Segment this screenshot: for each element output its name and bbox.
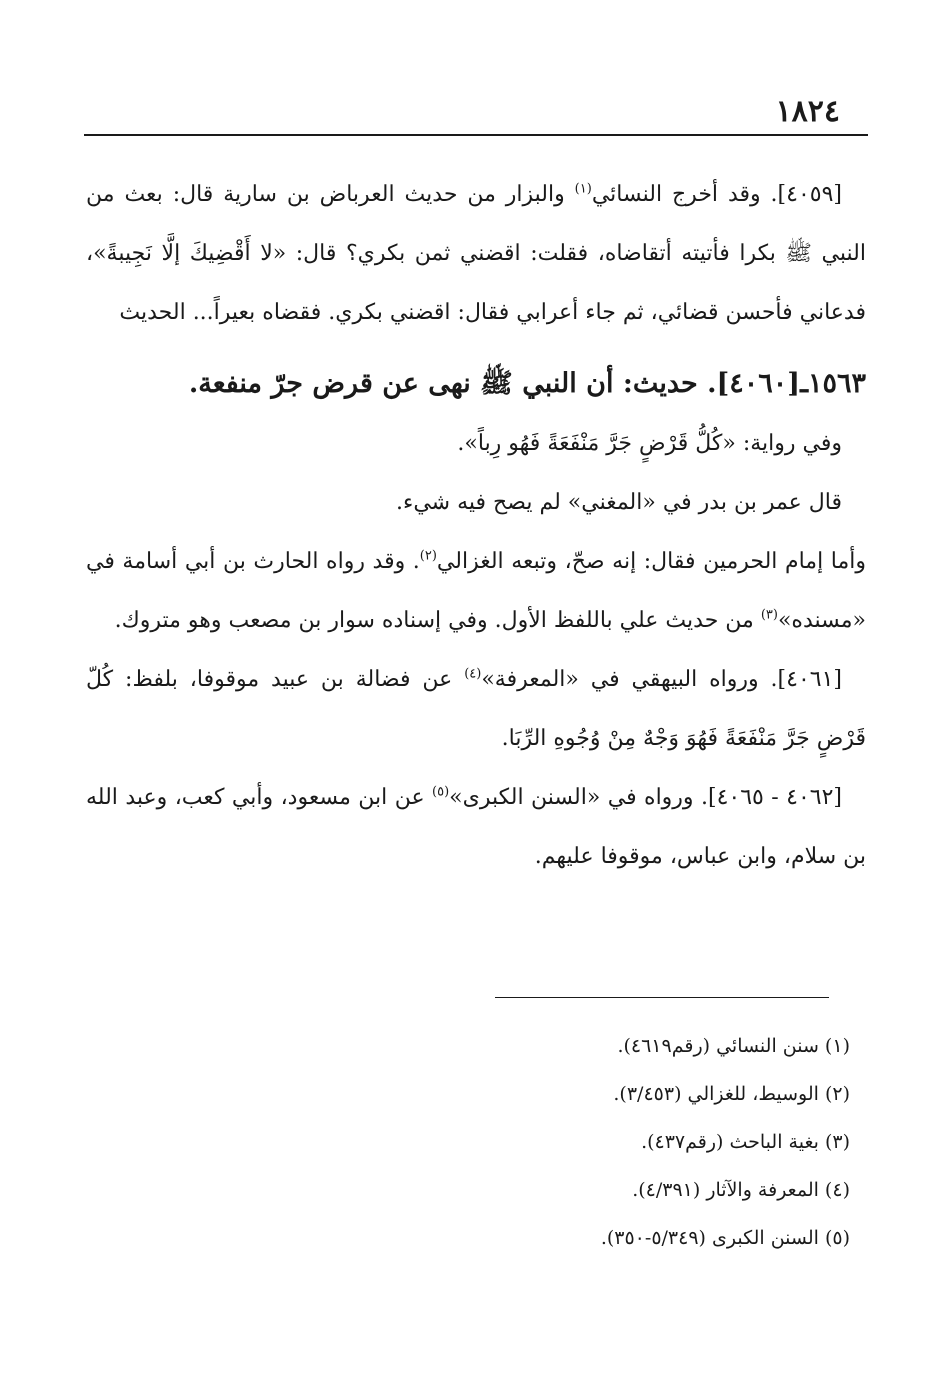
hadith-heading-1563: ١٥٦٣ـ[٤٠٦٠]. حديث: أن النبي ﷺ نهى عن قرض جرّ منفعة. [188, 368, 866, 399]
page-number: ١٨٢٤ [775, 94, 840, 129]
footnote-2: (٢) الوسيط، للغزالي (٣/٤٥٣). [613, 1083, 850, 1105]
paragraph-riwaya: وفي رواية: «كُلُّ قَرْضٍ جَرَّ مَنْفَعَةً فَهُو رِباً». [457, 431, 842, 456]
footnote-separator [495, 997, 829, 998]
footnote-ref-5: (٥) [432, 784, 450, 800]
footnote-ref-1: (١) [574, 181, 592, 197]
text-4062-cont: عن ابن مسعود، وأبي كعب، وعبد الله بن سلام، وابن عباس، موقوفا عليهم. [86, 785, 866, 869]
text-imam-end: من حديث علي باللفظ الأول. وفي إسناده سوار بن مصعب وهو متروك. [114, 608, 761, 633]
footnote-5: (٥) السنن الكبرى (٥/٣٤٩-٣٥٠). [600, 1227, 850, 1249]
paragraph-4062 [86, 768, 866, 886]
footnote-3: (٣) بغية الباحث (رقم٤٣٧). [641, 1131, 850, 1153]
paragraph-4059 [86, 165, 866, 342]
paragraph-umar: قال عمر بن بدر في «المغني» لم يصح فيه شيء. [396, 490, 842, 515]
footnote-ref-2: (٢) [419, 548, 437, 564]
text-4061: [٤٠٦١]. ورواه البيهقي في «المعرفة» [481, 667, 842, 692]
text-4062: [٤٠٦٢ - ٤٠٦٥]. ورواه في «السنن الكبرى» [449, 785, 843, 810]
footnote-4: (٤) المعرفة والآثار (٤/٣٩١). [632, 1179, 850, 1201]
paragraph-imam [86, 532, 866, 650]
paragraph-4061 [86, 650, 866, 768]
main-text [86, 165, 866, 886]
text-imam: وأما إمام الحرمين فقال: إنه صحّ، وتبعه الغزالي [436, 549, 866, 574]
footnote-ref-3: (٣) [760, 607, 778, 623]
header-rule [84, 134, 868, 136]
text-4059-cont: والبزار من حديث العرباض بن سارية قال: بعث من النبي ﷺ بكرا فأتيته أتقاضاه، فقلت: اقضني ثمن بكري؟ قال: «لا أَقْضِيكَ إلَّا نَجِيبةً»، فدعاني فأحسن قضائي، ثم جاء أعرابي فقال: اقضني بكري. فقضاه بعيراً... الحديث [86, 182, 866, 325]
text-4061-cont: عن فضالة بن عبيد موقوفا، بلفظ: كُلّ قَرْضٍ جَرَّ مَنْفَعَةً فَهُوَ وَجْهٌ مِنْ وُجُوهِ الرِّبَا. [86, 667, 866, 751]
text-imam-cont: . وقد رواه الحارث بن أبي أسامة في «مسنده» [86, 549, 866, 633]
footnote-1: (١) سنن النسائي (رقم٤٦١٩). [617, 1035, 850, 1057]
text-4059: [٤٠٥٩]. وقد أخرج النسائي [591, 182, 842, 207]
footnotes [350, 1022, 850, 1262]
footnote-ref-4: (٤) [464, 666, 482, 682]
